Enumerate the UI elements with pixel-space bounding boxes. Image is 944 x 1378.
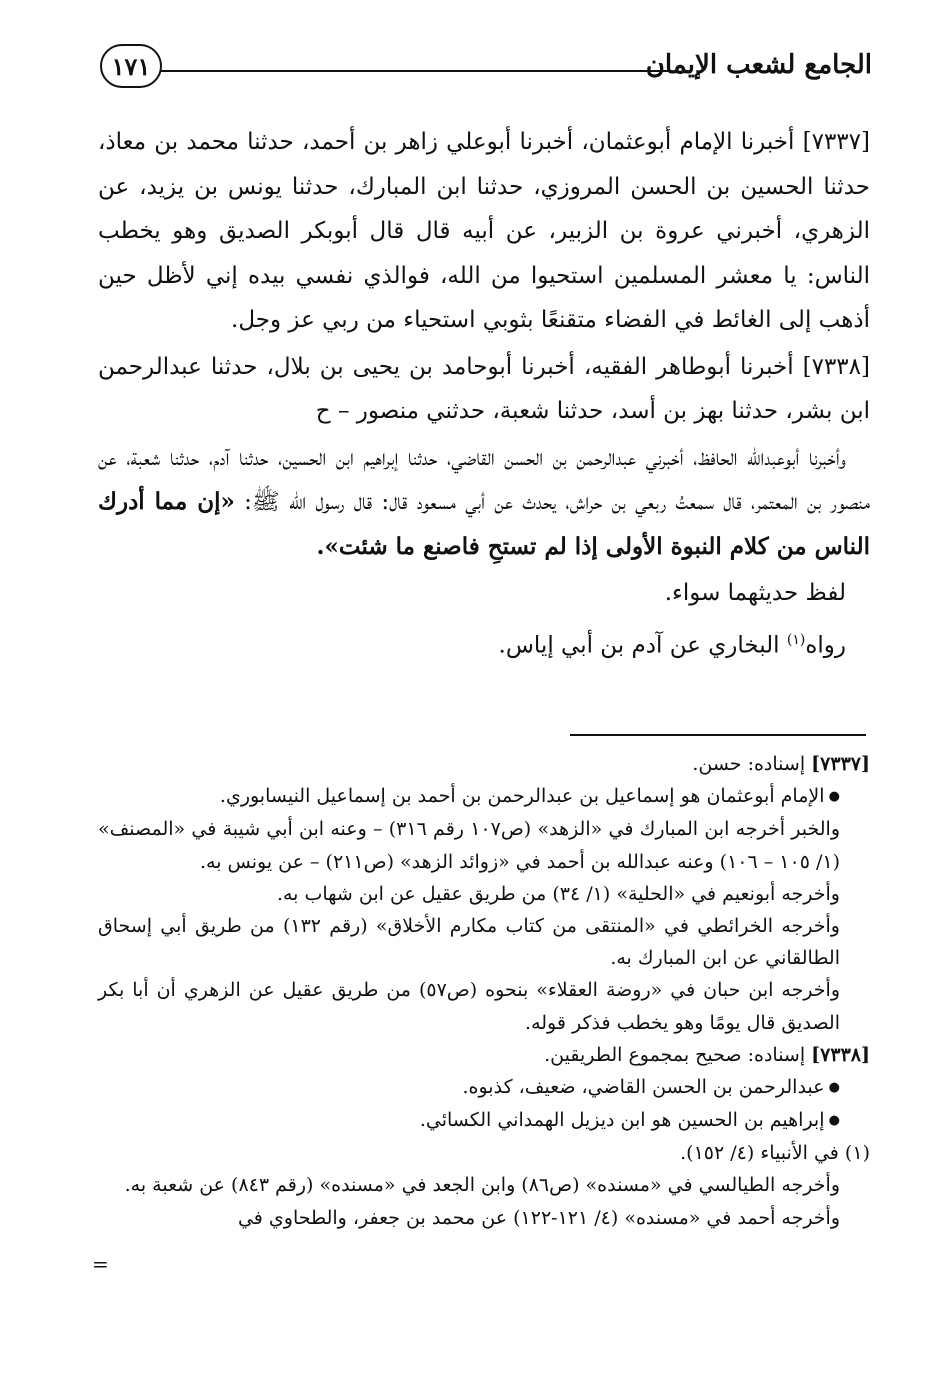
footnote-7338-bullet-2: ● إبراهيم بن الحسين هو ابن ديزيل الهمداني الكسائي. bbox=[98, 1104, 870, 1137]
footnote-7337-bullet-1: ● الإمام أبوعثمان هو إسماعيل بن عبدالرحمن بن أحمد بن إسماعيل النيسابوري. bbox=[98, 780, 870, 813]
footnote-7337-line-3: وأخرجه أبونعيم في «الحلية» (١/ ٣٤) من طريق عقيل عن ابن شهاب به. bbox=[276, 882, 840, 905]
page-header bbox=[100, 40, 872, 100]
page-number: ١٧١ bbox=[100, 44, 162, 88]
footnote-7337-verdict: إسناده: حسن. bbox=[692, 753, 812, 775]
footnote-7338-verdict: إسناده: صحيح بمجموع الطريقين. bbox=[544, 1043, 812, 1066]
footnote-divider bbox=[570, 734, 866, 736]
footnote-7337-line-2: والخبر أخرجه ابن المبارك في «الزهد» (ص١٠٧ رقم ٣١٦) – وعنه ابن أبي شيبة في «المصنف» (١/ ١٠٥ – ١٠٦) وعنه عبدالله بن أحمد في «زوائد الزهد» (ص٢١١) – عن يونس به. bbox=[98, 818, 841, 873]
footnote-7338-number: [٧٣٣٨] bbox=[811, 1043, 870, 1066]
narration-prefix: رواه bbox=[805, 632, 846, 659]
footnote-7337-line-5: وأخرجه ابن حبان في «روضة العقلاء» بنحوه (ص٥٧) من طريق عقيل عن الزهري أن أبا بكر الصديق قال يومًا وهو يخطب فذكر قوله. bbox=[98, 979, 840, 1034]
chain-text: وأخبرنا أبوعبدالله الحافظ، أخبرني عبدالرحمن بن الحسن القاضي، حدثنا إبراهيم ابن الحسين، حدثنا آدم، حدثنا شعبة، عن منصور بن المعتمر، قال سمعتُ ربعي بن حراش، يحدث عن أبي مسعود قال: قال رسول الله ﷺ: bbox=[98, 444, 870, 515]
narration-note bbox=[98, 618, 870, 668]
book-title: الجامع لشعب الإيمان bbox=[645, 50, 872, 80]
narration-suffix: البخاري عن آدم بن أبي إياس. bbox=[498, 632, 787, 659]
footnote-7337-title bbox=[98, 748, 870, 780]
footnotes bbox=[98, 748, 870, 1234]
same-wording-note: لفظ حديثهما سواء. bbox=[664, 580, 846, 606]
footnote-1-line-2: وأخرجه أحمد في «مسنده» (٤/ ١٢١-١٢٢) عن محمد بن جعفر، والطحاوي في bbox=[237, 1206, 840, 1229]
main-text bbox=[98, 120, 870, 670]
header-rule bbox=[160, 70, 672, 72]
footnote-7338-bullet-1: ● عبدالرحمن بن الحسن القاضي، ضعيف، كذبوه. bbox=[98, 1071, 870, 1104]
footnote-7337-line-4: وأخرجه الخرائطي في «المنتقى من كتاب مكارم الأخلاق» (رقم ١٣٢) من طريق أبي إسحاق الطالقاني عن ابن المبارك به. bbox=[98, 914, 840, 970]
footnote-7338-title bbox=[98, 1039, 870, 1071]
footnote-1-line-1: وأخرجه الطيالسي في «مسنده» (ص٨٦) وابن الجعد في «مسنده» (رقم ٨٤٣) عن شعبة به. bbox=[124, 1174, 840, 1197]
footnote-7337-number: [٧٣٣٧] bbox=[811, 753, 870, 775]
footnote-ref-1: (١) bbox=[786, 631, 806, 648]
footnote-1-title: (١) في الأنبياء (٤/ ١٥٢). bbox=[680, 1142, 870, 1165]
prophetic-saying: «إن مما أدرك الناس من كلام النبوة الأولى إذا لم تستحِ فاصنع ما شئت». bbox=[98, 488, 870, 560]
hadith-7338: [٧٣٣٨] أخبرنا أبوطاهر الفقيه، أخبرنا أبوحامد بن يحيى بن بلال، حدثنا عبدالرحمن ابن بشر، حدثنا بهز بن أسد، حدثنا شعبة، حدثني منصور – ح bbox=[98, 353, 870, 424]
hadith-7338-second-chain bbox=[98, 436, 870, 570]
continuation-mark: = bbox=[92, 1252, 109, 1276]
hadith-7337: [٧٣٣٧] أخبرنا الإمام أبوعثمان، أخبرنا أبوعلي زاهر بن أحمد، حدثنا محمد بن معاذ، حدثنا الحسين بن الحسن المروزي، حدثنا ابن المبارك، حدثنا يونس بن يزيد، عن الزهري، أخبرني عروة بن الزبير، عن أبيه قال قال أبوبكر الصديق وهو يخطب الناس: يا معشر المسلمين استحيوا من الله، فوالذي نفسي بيده إني لأظل حين أذهب إلى الغائط في الفضاء متقنعًا بثوبي استحياء من ربي عز وجل. bbox=[98, 129, 870, 333]
